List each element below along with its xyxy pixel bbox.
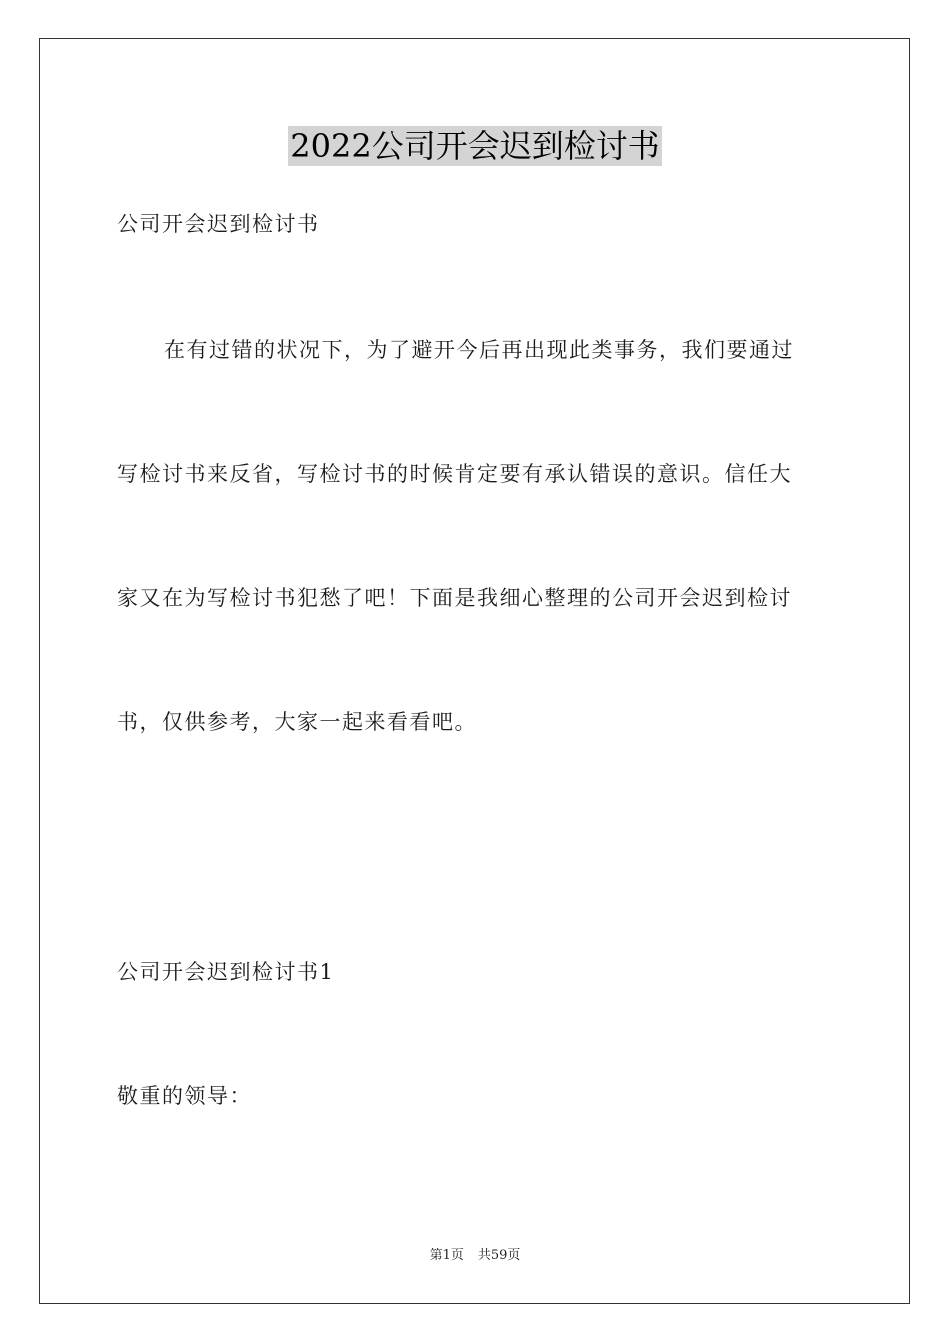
page-total: 共59页 bbox=[477, 1248, 521, 1263]
document-title: 2022公司开会迟到检讨书 bbox=[290, 127, 660, 165]
title-container bbox=[0, 126, 950, 166]
intro-line-1: 在有过错的状况下，为了避开今后再出现此类事务，我们要通过 bbox=[164, 338, 794, 362]
page-footer bbox=[0, 1247, 950, 1265]
section-heading: 公司开会迟到检讨书1 bbox=[117, 960, 335, 984]
document-subtitle: 公司开会迟到检讨书 bbox=[117, 212, 320, 236]
page-number: 第1页 bbox=[429, 1248, 464, 1263]
intro-line-2: 写检讨书来反省，写检讨书的时候肯定要有承认错误的意识。信任大 bbox=[117, 462, 792, 486]
intro-line-4: 书，仅供参考，大家一起来看看吧。 bbox=[117, 710, 477, 734]
intro-line-3: 家又在为写检讨书犯愁了吧！下面是我细心整理的公司开会迟到检讨 bbox=[117, 586, 792, 610]
salutation: 敬重的领导： bbox=[117, 1084, 252, 1108]
